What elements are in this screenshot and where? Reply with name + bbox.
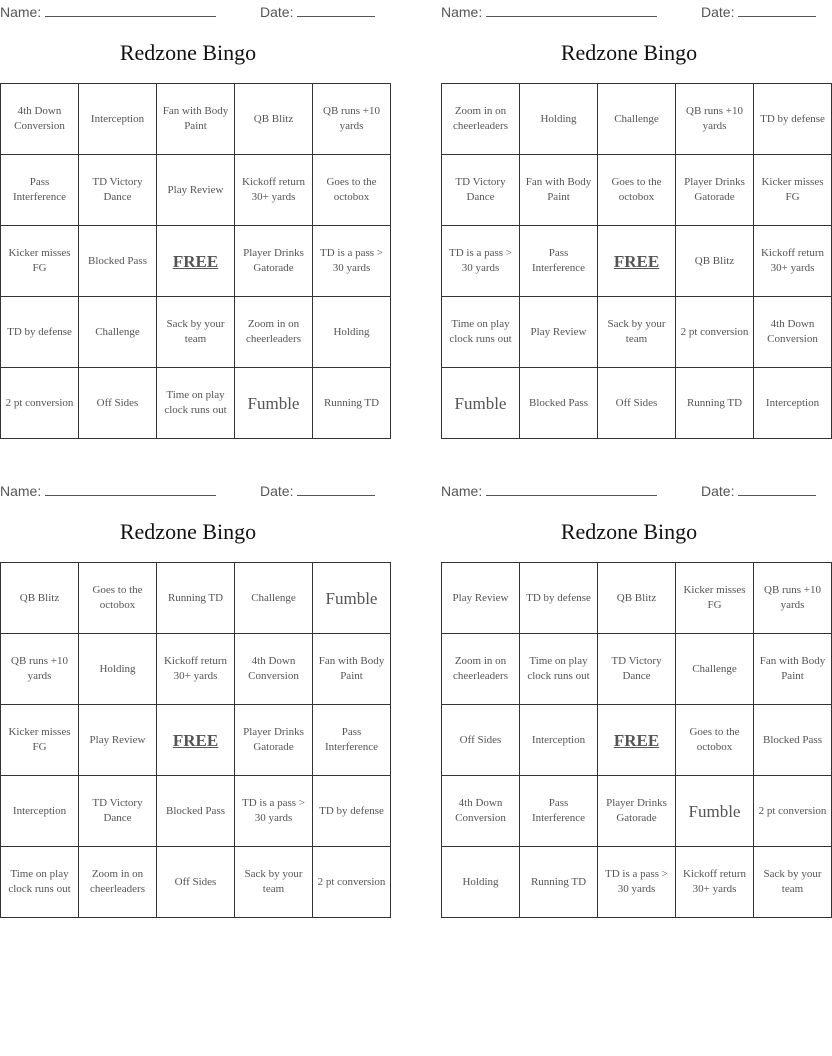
grid-cell: Kickoff return 30+ yards — [676, 847, 754, 918]
grid-cell: Player Drinks Gatorade — [676, 155, 754, 226]
grid-cell: QB runs +10 yards — [313, 84, 391, 155]
grid-row — [1, 226, 391, 297]
grid-cell: Kickoff return 30+ yards — [157, 634, 235, 705]
grid-cell: Interception — [520, 705, 598, 776]
grid-cell: Kicker misses FG — [754, 155, 832, 226]
grid-cell: Running TD — [676, 368, 754, 439]
grid-cell: QB runs +10 yards — [676, 84, 754, 155]
date-field[interactable] — [701, 481, 816, 499]
date-label: Date: — [701, 483, 735, 499]
date-blank-line[interactable] — [297, 2, 375, 17]
grid-cell: Time on play clock runs out — [157, 368, 235, 439]
grid-cell: Holding — [313, 297, 391, 368]
grid-row — [1, 155, 391, 226]
free-space-cell: FREE — [157, 226, 235, 297]
grid-cell: Holding — [520, 84, 598, 155]
grid-cell: TD Victory Dance — [79, 155, 157, 226]
grid-cell: TD is a pass > 30 yards — [235, 776, 313, 847]
grid-row — [1, 634, 391, 705]
grid-cell: Interception — [1, 776, 79, 847]
grid-cell: Goes to the octobox — [598, 155, 676, 226]
free-space-cell: FREE — [157, 705, 235, 776]
name-field[interactable] — [441, 2, 657, 20]
name-label: Name: — [0, 483, 42, 499]
grid-cell: TD Victory Dance — [598, 634, 676, 705]
grid-cell: Challenge — [79, 297, 157, 368]
card-header — [0, 479, 376, 499]
grid-cell: Running TD — [520, 847, 598, 918]
grid-cell: Running TD — [313, 368, 391, 439]
card-title: Redzone Bingo — [560, 519, 698, 544]
date-blank-line[interactable] — [297, 481, 375, 496]
grid-row — [1, 84, 391, 155]
grid-cell: Fan with Body Paint — [520, 155, 598, 226]
grid-cell: TD is a pass > 30 yards — [442, 226, 520, 297]
grid-cell: Blocked Pass — [157, 776, 235, 847]
grid-cell: Off Sides — [442, 705, 520, 776]
card-header — [0, 0, 376, 20]
grid-row — [442, 847, 832, 918]
grid-cell: Sack by your team — [598, 297, 676, 368]
bingo-grid — [0, 83, 391, 439]
grid-cell: Play Review — [442, 563, 520, 634]
grid-row — [1, 297, 391, 368]
date-field[interactable] — [260, 481, 375, 499]
date-field[interactable] — [260, 2, 375, 20]
date-field[interactable] — [701, 2, 816, 20]
grid-cell: 4th Down Conversion — [1, 84, 79, 155]
grid-row — [442, 297, 832, 368]
grid-row — [1, 563, 391, 634]
grid-cell: Sack by your team — [157, 297, 235, 368]
grid-cell: TD is a pass > 30 yards — [313, 226, 391, 297]
grid-cell: Holding — [442, 847, 520, 918]
grid-row — [442, 155, 832, 226]
grid-cell: 2 pt conversion — [313, 847, 391, 918]
date-label: Date: — [260, 483, 294, 499]
grid-cell: Play Review — [157, 155, 235, 226]
grid-cell: Sack by your team — [754, 847, 832, 918]
name-label: Name: — [441, 483, 483, 499]
grid-cell: QB Blitz — [235, 84, 313, 155]
name-blank-line[interactable] — [45, 2, 216, 17]
grid-cell: Running TD — [157, 563, 235, 634]
grid-cell: Sack by your team — [235, 847, 313, 918]
grid-cell: Kicker misses FG — [1, 226, 79, 297]
grid-cell: 4th Down Conversion — [235, 634, 313, 705]
grid-row — [1, 776, 391, 847]
card-header — [441, 0, 817, 20]
grid-cell: Kickoff return 30+ yards — [235, 155, 313, 226]
grid-cell: Fumble — [442, 368, 520, 439]
grid-cell: Pass Interference — [1, 155, 79, 226]
grid-cell: Zoom in on cheerleaders — [79, 847, 157, 918]
grid-cell: Fumble — [676, 776, 754, 847]
grid-cell: Pass Interference — [520, 226, 598, 297]
grid-cell: Fumble — [313, 563, 391, 634]
grid-row — [442, 84, 832, 155]
grid-cell: QB runs +10 yards — [754, 563, 832, 634]
grid-cell: Off Sides — [157, 847, 235, 918]
date-label: Date: — [701, 4, 735, 20]
card-title: Redzone Bingo — [119, 40, 257, 65]
grid-cell: Challenge — [235, 563, 313, 634]
name-field[interactable] — [0, 481, 216, 499]
date-label: Date: — [260, 4, 294, 20]
grid-cell: Blocked Pass — [520, 368, 598, 439]
grid-cell: Kicker misses FG — [1, 705, 79, 776]
grid-cell: Time on play clock runs out — [442, 297, 520, 368]
grid-cell: Fan with Body Paint — [313, 634, 391, 705]
grid-cell: Pass Interference — [520, 776, 598, 847]
grid-cell: Pass Interference — [313, 705, 391, 776]
grid-cell: Blocked Pass — [754, 705, 832, 776]
grid-cell: Challenge — [598, 84, 676, 155]
grid-cell: Player Drinks Gatorade — [598, 776, 676, 847]
name-blank-line[interactable] — [486, 2, 657, 17]
grid-row — [442, 563, 832, 634]
grid-row — [442, 634, 832, 705]
card-header — [441, 479, 817, 499]
grid-cell: QB runs +10 yards — [1, 634, 79, 705]
grid-cell: QB Blitz — [676, 226, 754, 297]
grid-cell: TD by defense — [313, 776, 391, 847]
grid-cell: Off Sides — [598, 368, 676, 439]
grid-cell: Fan with Body Paint — [754, 634, 832, 705]
grid-row — [442, 368, 832, 439]
grid-cell: 4th Down Conversion — [442, 776, 520, 847]
bingo-grid — [441, 562, 832, 918]
free-space-cell: FREE — [598, 705, 676, 776]
grid-cell: Blocked Pass — [79, 226, 157, 297]
name-field[interactable] — [441, 481, 657, 499]
grid-cell: QB Blitz — [598, 563, 676, 634]
grid-cell: Time on play clock runs out — [520, 634, 598, 705]
card-title: Redzone Bingo — [560, 40, 698, 65]
grid-cell: Challenge — [676, 634, 754, 705]
grid-cell: Goes to the octobox — [79, 563, 157, 634]
grid-cell: Player Drinks Gatorade — [235, 226, 313, 297]
name-label: Name: — [441, 4, 483, 20]
grid-cell: Interception — [754, 368, 832, 439]
name-blank-line[interactable] — [45, 481, 216, 496]
grid-cell: TD Victory Dance — [79, 776, 157, 847]
grid-cell: Goes to the octobox — [676, 705, 754, 776]
grid-cell: 2 pt conversion — [676, 297, 754, 368]
bingo-grid — [0, 562, 391, 918]
grid-cell: TD is a pass > 30 yards — [598, 847, 676, 918]
grid-cell: Zoom in on cheerleaders — [235, 297, 313, 368]
grid-row — [1, 705, 391, 776]
grid-row — [442, 705, 832, 776]
grid-cell: TD by defense — [754, 84, 832, 155]
grid-cell: TD by defense — [520, 563, 598, 634]
grid-cell: TD by defense — [1, 297, 79, 368]
grid-cell: Player Drinks Gatorade — [235, 705, 313, 776]
name-field[interactable] — [0, 2, 216, 20]
grid-cell: Off Sides — [79, 368, 157, 439]
date-blank-line[interactable] — [738, 2, 816, 17]
card-title: Redzone Bingo — [119, 519, 257, 544]
bingo-grid — [441, 83, 832, 439]
name-label: Name: — [0, 4, 42, 20]
grid-cell: QB Blitz — [1, 563, 79, 634]
grid-row — [442, 226, 832, 297]
grid-cell: Play Review — [79, 705, 157, 776]
grid-cell: Kicker misses FG — [676, 563, 754, 634]
grid-cell: 2 pt conversion — [754, 776, 832, 847]
grid-cell: Time on play clock runs out — [1, 847, 79, 918]
grid-cell: Interception — [79, 84, 157, 155]
grid-cell: Zoom in on cheerleaders — [442, 634, 520, 705]
grid-cell: 2 pt conversion — [1, 368, 79, 439]
grid-cell: TD Victory Dance — [442, 155, 520, 226]
grid-row — [1, 847, 391, 918]
name-blank-line[interactable] — [486, 481, 657, 496]
free-space-cell: FREE — [598, 226, 676, 297]
grid-cell: 4th Down Conversion — [754, 297, 832, 368]
grid-cell: Fumble — [235, 368, 313, 439]
grid-row — [442, 776, 832, 847]
date-blank-line[interactable] — [738, 481, 816, 496]
grid-cell: Kickoff return 30+ yards — [754, 226, 832, 297]
grid-cell: Holding — [79, 634, 157, 705]
grid-cell: Goes to the octobox — [313, 155, 391, 226]
grid-cell: Play Review — [520, 297, 598, 368]
grid-row — [1, 368, 391, 439]
grid-cell: Zoom in on cheerleaders — [442, 84, 520, 155]
grid-cell: Fan with Body Paint — [157, 84, 235, 155]
